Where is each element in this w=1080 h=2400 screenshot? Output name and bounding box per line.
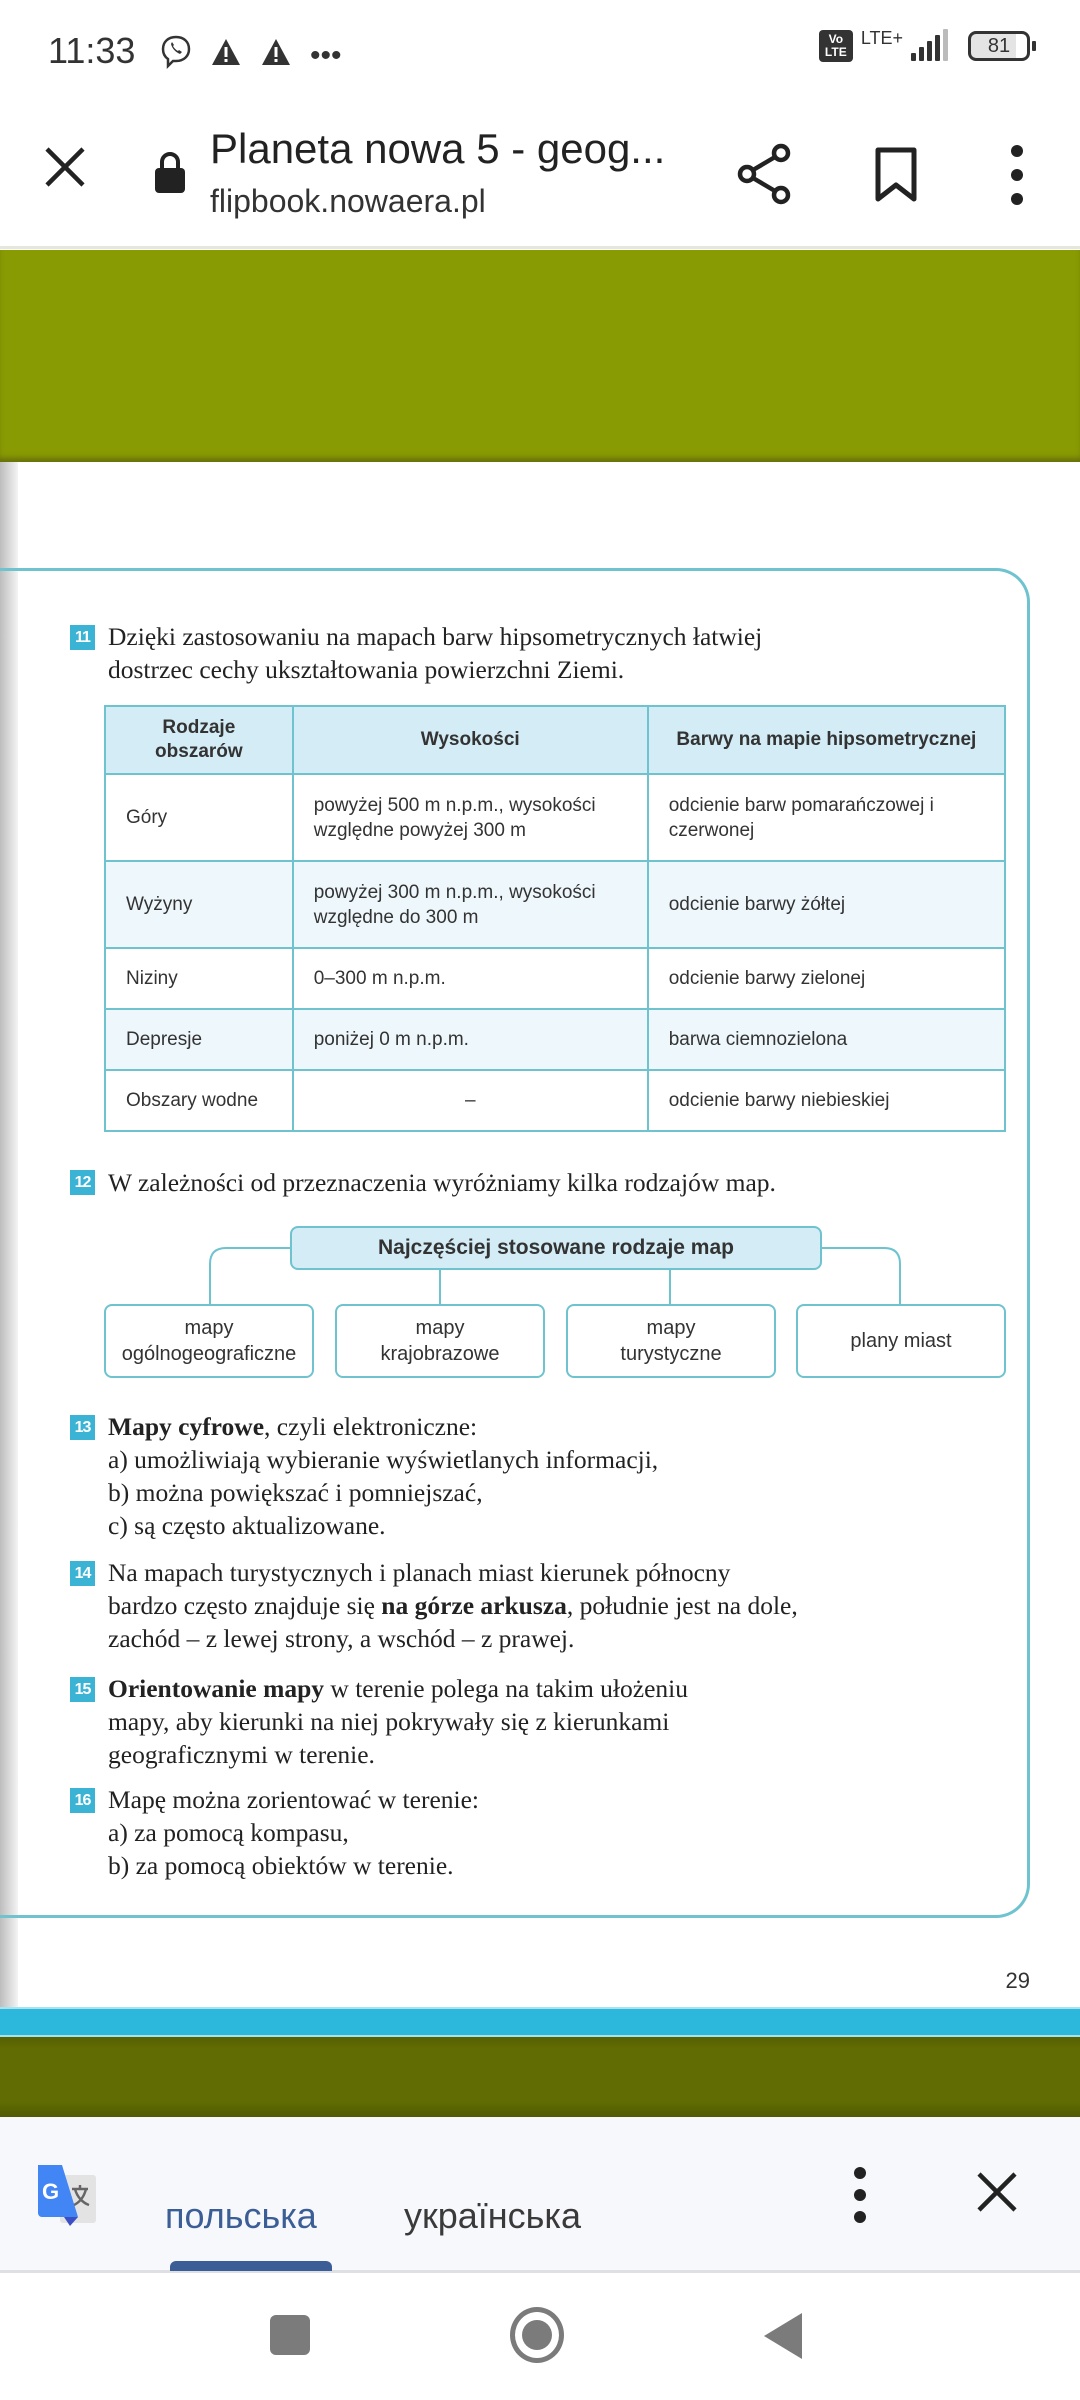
translate-bar — [0, 2117, 1080, 2273]
section-15-text — [108, 1672, 748, 1771]
diagram-node-landscape-maps — [335, 1304, 545, 1378]
network-type: LTE+ — [860, 27, 903, 48]
section-text: Na mapach turystycznych i planach miast kierunek północny bardzo często znajduje się — [108, 1558, 731, 1620]
section-badge-16: 16 — [70, 1788, 95, 1813]
home-button[interactable] — [510, 2307, 564, 2363]
volte-label-top: Vo — [828, 32, 844, 46]
page-footer-band — [0, 2007, 1080, 2037]
toolbar-divider — [0, 246, 1080, 249]
more-dot-icon — [1011, 169, 1023, 181]
node-line: turystyczne — [620, 1343, 722, 1365]
table-cell: Obszary wodne — [105, 1070, 293, 1131]
section-text: , czyli elektroniczne: — [264, 1412, 478, 1441]
close-tab-button[interactable] — [40, 145, 90, 195]
active-tab-indicator — [170, 2261, 332, 2271]
table-row — [105, 774, 1005, 861]
section-badge-13: 13 — [70, 1415, 95, 1440]
table-cell: Góry — [105, 774, 293, 861]
section-badge-14: 14 — [70, 1561, 95, 1586]
tab-target-language[interactable]: українська — [404, 2195, 581, 2236]
close-icon — [43, 145, 87, 189]
bookmark-icon — [872, 147, 920, 203]
flipbook-header-band — [0, 250, 1080, 462]
system-status — [819, 27, 1030, 62]
warning-icon — [260, 37, 292, 75]
table-cell: powyżej 500 m n.p.m., wysokości względne powyżej 300 m — [293, 774, 648, 861]
translate-close-button[interactable] — [975, 2165, 1019, 2225]
table-header-row — [105, 706, 1005, 774]
table-cell: Wyżyny — [105, 861, 293, 948]
list-item: b) za pomocą obiektów w terenie. — [108, 1851, 454, 1880]
node-line: mapy — [184, 1317, 234, 1339]
node-line: plany miast — [850, 1330, 952, 1352]
table-row — [105, 861, 1005, 948]
node-line: krajobrazowe — [380, 1343, 500, 1365]
list-item: c) są często aktualizowane. — [108, 1511, 386, 1540]
table-cell: odcienie barwy zielonej — [648, 948, 1005, 1009]
bold-term: na górze arkusza — [381, 1591, 567, 1620]
share-button[interactable] — [735, 143, 795, 205]
battery-level: 81 — [987, 34, 1011, 57]
more-dot-icon — [854, 2211, 866, 2223]
table-cell: Niziny — [105, 948, 293, 1009]
column-header: Rodzaje obszarów — [105, 706, 293, 774]
more-notifications-icon: ••• — [310, 39, 342, 72]
bold-term: Orientowanie mapy — [108, 1674, 325, 1703]
table-cell: – — [293, 1070, 648, 1131]
node-line: mapy — [646, 1317, 696, 1339]
more-dot-icon — [854, 2167, 866, 2179]
google-translate-icon[interactable] — [34, 2163, 98, 2229]
home-icon — [522, 2320, 552, 2350]
svg-text:G: G — [42, 2179, 60, 2204]
hypsometric-table — [104, 705, 1006, 1132]
list-item: a) umożliwiają wybieranie wyświetlanych informacji, — [108, 1445, 659, 1474]
section-16-text — [108, 1783, 748, 1882]
translate-menu-button[interactable] — [852, 2167, 868, 2223]
back-button[interactable] — [764, 2313, 802, 2359]
list-item: a) za pomocą kompasu, — [108, 1818, 349, 1847]
flipbook-footer-band — [0, 2037, 1080, 2117]
notification-icons — [160, 34, 342, 78]
table-cell: odcienie barwy żółtej — [648, 861, 1005, 948]
recents-button[interactable] — [270, 2315, 310, 2355]
table-row — [105, 1009, 1005, 1070]
section-13-text — [108, 1410, 828, 1542]
section-badge-11: 11 — [70, 625, 95, 650]
more-dot-icon — [854, 2189, 866, 2201]
list-item: b) można powiększać i pomniejszać, — [108, 1478, 483, 1507]
node-line: ogólnogeograficzne — [121, 1343, 297, 1365]
section-badge-15: 15 — [70, 1677, 95, 1702]
table-row — [105, 1070, 1005, 1131]
status-bar — [0, 0, 1080, 105]
diagram-node-city-plans — [796, 1304, 1006, 1378]
section-14-text — [108, 1556, 798, 1655]
map-types-diagram — [0, 1220, 1080, 1380]
table-cell: odcienie barw pomarańczowej i czerwonej — [648, 774, 1005, 861]
bookmark-button[interactable] — [872, 147, 920, 203]
signal-icon — [911, 31, 948, 61]
diagram-root-node: Najczęściej stosowane rodzaje map — [290, 1226, 822, 1270]
more-dot-icon — [1011, 145, 1023, 157]
column-header: Wysokości — [293, 706, 648, 774]
section-text: Mapę można zorientować w terenie: — [108, 1785, 479, 1814]
diagram-node-tourist-maps — [566, 1304, 776, 1378]
table-cell: barwa ciemnozielona — [648, 1009, 1005, 1070]
table-row — [105, 948, 1005, 1009]
volte-label-bottom: LTE — [824, 45, 847, 59]
table-cell: powyżej 300 m n.p.m., wysokości względne do 300 m — [293, 861, 648, 948]
section-12-text: W zależności od przeznaczenia wyróżniamy kilka rodzajów map. — [108, 1168, 776, 1197]
bold-term: Mapy cyfrowe — [108, 1412, 265, 1441]
viber-icon — [160, 34, 192, 78]
section-text: w terenie polega na takim ułożeniu mapy, aby kierunki na niej pokrywały się z kierunkami geograficznymi w terenie. — [108, 1674, 688, 1769]
page-url[interactable]: flipbook.nowaera.pl — [210, 183, 486, 219]
browser-toolbar — [0, 105, 1080, 247]
android-nav-bar — [0, 2273, 1080, 2400]
page-title[interactable]: Planeta nowa 5 - geog... — [210, 125, 666, 172]
tab-source-language[interactable]: польська — [165, 2195, 317, 2236]
battery-icon — [968, 31, 1030, 61]
table-cell: 0–300 m n.p.m. — [293, 948, 648, 1009]
section-badge-12: 12 — [70, 1170, 95, 1195]
more-dot-icon — [1011, 193, 1023, 205]
table-cell: poniżej 0 m n.p.m. — [293, 1009, 648, 1070]
volte-icon — [819, 30, 853, 62]
table-cell: Depresje — [105, 1009, 293, 1070]
close-icon — [975, 2170, 1019, 2214]
table-cell: odcienie barwy niebieskiej — [648, 1070, 1005, 1131]
node-line: mapy — [415, 1317, 465, 1339]
diagram-node-general-maps — [104, 1304, 314, 1378]
warning-icon — [210, 37, 242, 75]
status-time: 11:33 — [48, 30, 136, 71]
section-11-text: Dzięki zastosowaniu na mapach barw hipsometrycznych łatwiej dostrzec cechy ukształtowania powierzchni Ziemi. — [108, 622, 763, 684]
browser-menu-button[interactable] — [1000, 145, 1034, 205]
column-header: Barwy na mapie hipsometrycznej — [648, 706, 1005, 774]
share-icon — [735, 143, 795, 205]
section-text: , południe jest na dole, zachód – z lewej strony, a wschód – z prawej. — [108, 1591, 798, 1653]
page-number: 29 — [1005, 1968, 1030, 1993]
lock-icon[interactable] — [152, 149, 188, 195]
